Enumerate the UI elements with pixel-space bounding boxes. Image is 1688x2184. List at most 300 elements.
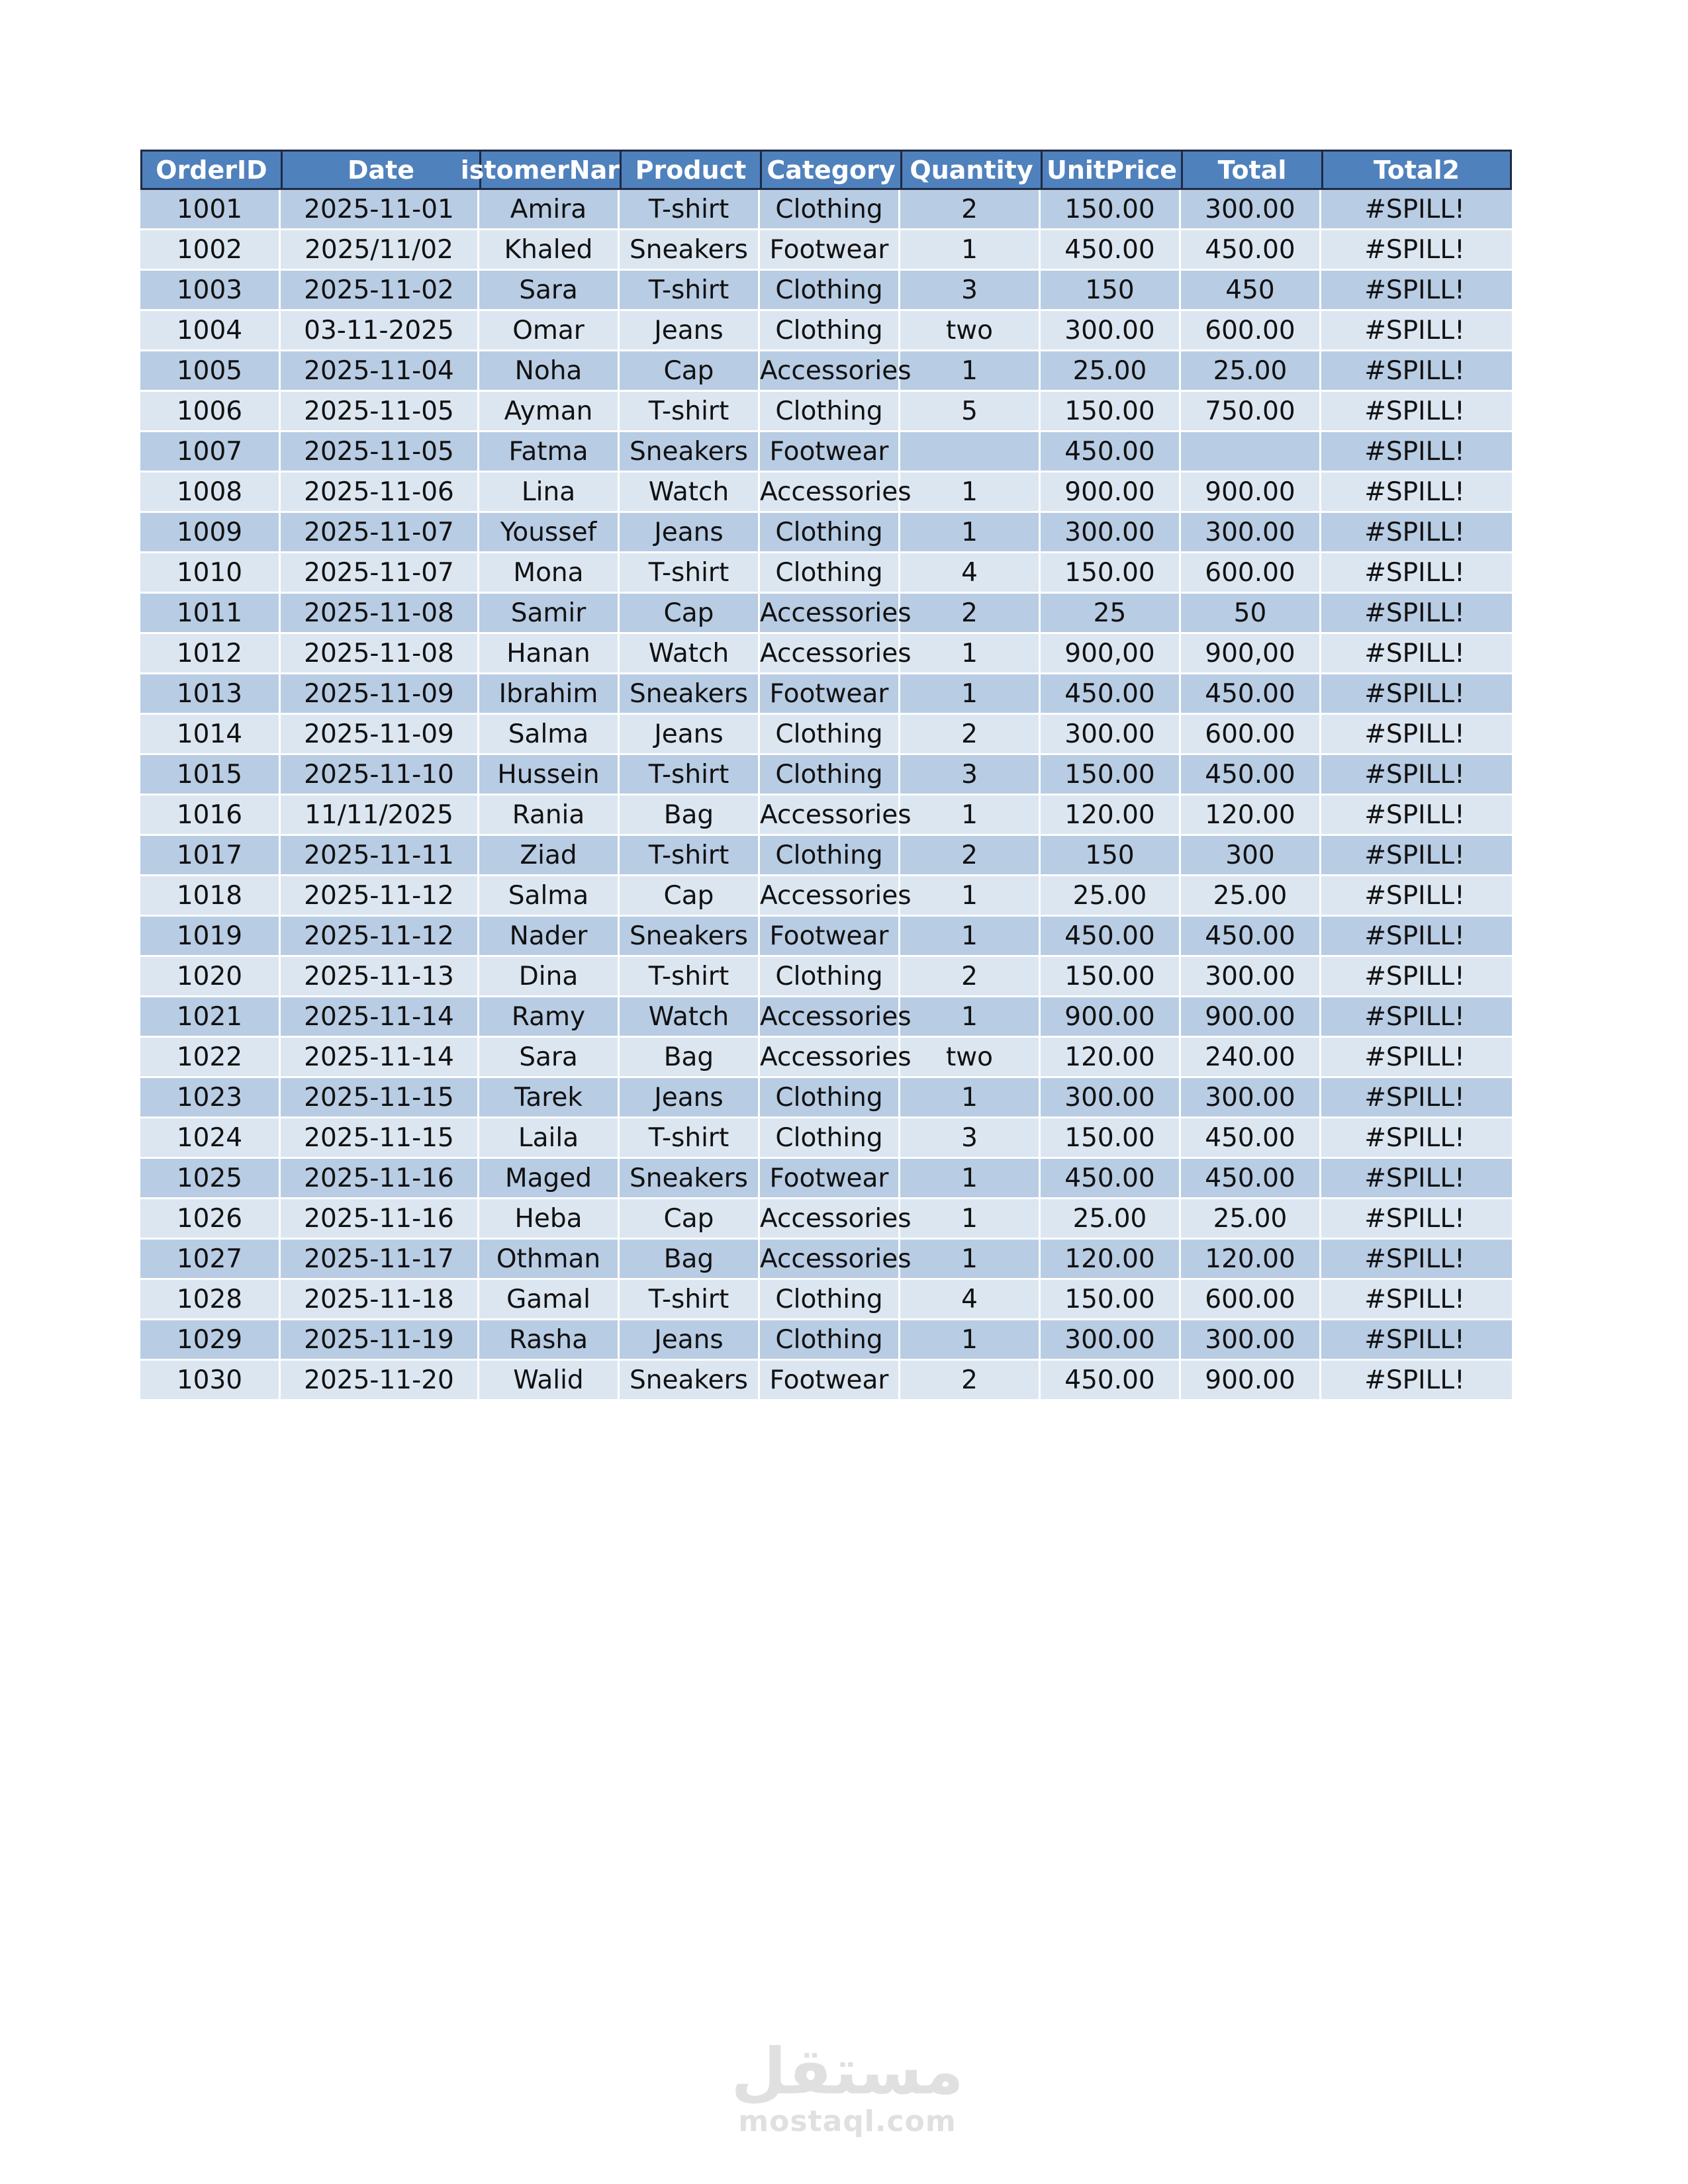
- table-cell-product[interactable]: T-shirt: [620, 755, 760, 794]
- table-cell-category[interactable]: Accessories: [760, 594, 900, 632]
- table-cell-unitprice[interactable]: 450.00: [1041, 230, 1181, 269]
- table-cell-product[interactable]: Watch: [620, 473, 760, 511]
- table-cell-date[interactable]: 2025-11-17: [281, 1240, 479, 1278]
- table-cell-unitprice[interactable]: 900.00: [1041, 997, 1181, 1036]
- table-cell-orderid[interactable]: 1002: [140, 230, 281, 269]
- table-cell-total2[interactable]: #SPILL!: [1364, 759, 1465, 790]
- table-cell-category[interactable]: Clothing: [760, 513, 900, 551]
- table-cell-orderid[interactable]: 1021: [140, 997, 281, 1036]
- table-cell-date[interactable]: 2025-11-20: [281, 1361, 479, 1399]
- table-cell-customername[interactable]: Khaled: [479, 230, 620, 269]
- table-row: [140, 1118, 1512, 1159]
- table-cell-product[interactable]: Jeans: [620, 513, 760, 551]
- table-cell-orderid[interactable]: 1018: [140, 876, 281, 915]
- table-cell-customername[interactable]: Gamal: [479, 1280, 620, 1318]
- table-cell-product[interactable]: T-shirt: [620, 836, 760, 874]
- table-row: [140, 796, 1512, 836]
- table-cell-total[interactable]: 25.00: [1181, 876, 1321, 915]
- table-cell-orderid[interactable]: 1030: [140, 1361, 281, 1399]
- column-header-total[interactable]: Total: [1183, 152, 1323, 188]
- table-cell-orderid[interactable]: 1001: [140, 190, 281, 228]
- table-cell-total[interactable]: 600.00: [1181, 715, 1321, 753]
- table-row: [140, 1320, 1512, 1361]
- table-cell-date[interactable]: 2025-11-15: [281, 1118, 479, 1157]
- table-cell-quantity[interactable]: 2: [900, 594, 1041, 632]
- table-cell-total[interactable]: 120.00: [1181, 796, 1321, 834]
- table-cell-date[interactable]: 2025-11-16: [281, 1159, 479, 1197]
- table-cell-date[interactable]: 2025-11-05: [281, 392, 479, 430]
- table-cell-quantity[interactable]: 1: [900, 351, 1041, 390]
- table-cell-quantity[interactable]: 1: [900, 876, 1041, 915]
- table-cell-total[interactable]: 300.00: [1181, 513, 1321, 551]
- table-cell-total2[interactable]: #SPILL!: [1364, 396, 1465, 426]
- table-cell-total2[interactable]: #SPILL!: [1364, 1324, 1465, 1355]
- table-cell-total2[interactable]: #SPILL!: [1364, 1244, 1465, 1274]
- column-header-category[interactable]: Category: [762, 152, 902, 188]
- table-cell-quantity[interactable]: 1: [900, 674, 1041, 713]
- table-cell-quantity[interactable]: 1: [900, 513, 1041, 551]
- table-cell-product[interactable]: Sneakers: [620, 1159, 760, 1197]
- table-cell-customername[interactable]: Salma: [479, 715, 620, 753]
- column-header-orderid[interactable]: OrderID: [142, 152, 283, 188]
- table-cell-date[interactable]: 2025-11-13: [281, 957, 479, 995]
- table-cell-quantity[interactable]: 1: [900, 230, 1041, 269]
- table-cell-date[interactable]: 2025-11-05: [281, 432, 479, 471]
- table-row: [140, 311, 1512, 351]
- table-cell-customername[interactable]: Ayman: [479, 392, 620, 430]
- table-cell-total[interactable]: 900,00: [1181, 634, 1321, 672]
- table-row: [140, 1078, 1512, 1118]
- table-cell-category[interactable]: Accessories: [760, 1199, 900, 1238]
- table-cell-total[interactable]: 900.00: [1181, 997, 1321, 1036]
- table-cell-quantity[interactable]: 3: [900, 271, 1041, 309]
- table-cell-total2[interactable]: #SPILL!: [1364, 1163, 1465, 1193]
- table-cell-quantity[interactable]: 2: [900, 836, 1041, 874]
- table-cell-category[interactable]: Accessories: [760, 1240, 900, 1278]
- table-row: [140, 876, 1512, 917]
- table-cell-quantity[interactable]: 1: [900, 1320, 1041, 1359]
- table-cell-orderid[interactable]: 1006: [140, 392, 281, 430]
- table-cell-total[interactable]: 450.00: [1181, 1118, 1321, 1157]
- table-cell-customername[interactable]: Heba: [479, 1199, 620, 1238]
- table-cell-customername[interactable]: Omar: [479, 311, 620, 349]
- table-cell-total2[interactable]: #SPILL!: [1364, 1001, 1465, 1032]
- table-cell-total[interactable]: 450.00: [1181, 917, 1321, 955]
- table-cell-unitprice[interactable]: 300.00: [1041, 1320, 1181, 1359]
- table-cell-product[interactable]: Jeans: [620, 715, 760, 753]
- table-cell-quantity[interactable]: 2: [900, 957, 1041, 995]
- table-cell-quantity[interactable]: 1: [900, 473, 1041, 511]
- table-cell-customername[interactable]: Noha: [479, 351, 620, 390]
- table-cell-quantity[interactable]: 4: [900, 1280, 1041, 1318]
- table-cell-quantity[interactable]: 2: [900, 715, 1041, 753]
- table-cell-total[interactable]: 300.00: [1181, 1320, 1321, 1359]
- table-cell-customername[interactable]: Salma: [479, 876, 620, 915]
- table-cell-unitprice[interactable]: 120.00: [1041, 1038, 1181, 1076]
- table-cell-unitprice[interactable]: 150: [1041, 271, 1181, 309]
- table-cell-product[interactable]: Cap: [620, 876, 760, 915]
- table-cell-date[interactable]: 2025-11-01: [281, 190, 479, 228]
- table-cell-quantity[interactable]: 1: [900, 997, 1041, 1036]
- table-cell-customername[interactable]: Hanan: [479, 634, 620, 672]
- table-cell-product[interactable]: Jeans: [620, 311, 760, 349]
- table-cell-category[interactable]: Accessories: [760, 473, 900, 511]
- table-cell-orderid[interactable]: 1025: [140, 1159, 281, 1197]
- table-cell-orderid[interactable]: 1016: [140, 796, 281, 834]
- table-cell-total[interactable]: 300.00: [1181, 1078, 1321, 1116]
- mostaql-watermark: [728, 2034, 966, 2138]
- table-cell-date[interactable]: 2025-11-10: [281, 755, 479, 794]
- table-cell-orderid[interactable]: 1009: [140, 513, 281, 551]
- table-cell-unitprice[interactable]: 25.00: [1041, 1199, 1181, 1238]
- table-cell-product[interactable]: Watch: [620, 997, 760, 1036]
- table-cell-total[interactable]: [1181, 432, 1321, 471]
- table-cell-total[interactable]: 750.00: [1181, 392, 1321, 430]
- table-cell-date[interactable]: 2025-11-11: [281, 836, 479, 874]
- table-cell-total2[interactable]: #SPILL!: [1364, 719, 1465, 749]
- table-cell-total2[interactable]: #SPILL!: [1364, 477, 1465, 507]
- table-cell-customername[interactable]: Othman: [479, 1240, 620, 1278]
- table-cell-category[interactable]: Clothing: [760, 1118, 900, 1157]
- orders-table: [140, 150, 1512, 1401]
- table-cell-total[interactable]: 450.00: [1181, 1159, 1321, 1197]
- table-cell-product[interactable]: Sneakers: [620, 674, 760, 713]
- table-cell-total2[interactable]: #SPILL!: [1364, 1122, 1465, 1153]
- table-cell-product[interactable]: Watch: [620, 634, 760, 672]
- table-cell-date[interactable]: 2025-11-12: [281, 917, 479, 955]
- table-cell-orderid[interactable]: 1015: [140, 755, 281, 794]
- table-cell-unitprice[interactable]: 450.00: [1041, 674, 1181, 713]
- table-cell-total[interactable]: 600.00: [1181, 311, 1321, 349]
- table-cell-category[interactable]: Clothing: [760, 1320, 900, 1359]
- table-row: [140, 674, 1512, 715]
- table-cell-customername[interactable]: Tarek: [479, 1078, 620, 1116]
- table-cell-unitprice[interactable]: 120.00: [1041, 1240, 1181, 1278]
- table-cell-product[interactable]: Cap: [620, 594, 760, 632]
- table-cell-unitprice[interactable]: 450.00: [1041, 917, 1181, 955]
- table-row: [140, 1361, 1512, 1401]
- table-cell-total[interactable]: 120.00: [1181, 1240, 1321, 1278]
- table-cell-quantity[interactable]: 1: [900, 1078, 1041, 1116]
- table-cell-quantity[interactable]: 1: [900, 1240, 1041, 1278]
- table-cell-date[interactable]: 2025-11-04: [281, 351, 479, 390]
- table-cell-customername[interactable]: Nader: [479, 917, 620, 955]
- table-row: [140, 432, 1512, 473]
- table-cell-category[interactable]: Accessories: [760, 796, 900, 834]
- table-cell-total2[interactable]: #SPILL!: [1364, 1082, 1465, 1113]
- table-cell-date[interactable]: 2025-11-15: [281, 1078, 479, 1116]
- table-cell-unitprice[interactable]: 450.00: [1041, 432, 1181, 471]
- table-cell-customername[interactable]: Mona: [479, 553, 620, 592]
- table-cell-unitprice[interactable]: 450.00: [1041, 1361, 1181, 1399]
- table-cell-product[interactable]: Jeans: [620, 1320, 760, 1359]
- table-cell-customername[interactable]: Rasha: [479, 1320, 620, 1359]
- table-cell-category[interactable]: Accessories: [760, 634, 900, 672]
- table-cell-category[interactable]: Accessories: [760, 876, 900, 915]
- table-cell-orderid[interactable]: 1028: [140, 1280, 281, 1318]
- table-cell-product[interactable]: Cap: [620, 351, 760, 390]
- table-cell-total2[interactable]: #SPILL!: [1364, 1365, 1465, 1395]
- table-cell-category[interactable]: Accessories: [760, 1038, 900, 1076]
- table-cell-category[interactable]: Clothing: [760, 271, 900, 309]
- table-cell-category[interactable]: Clothing: [760, 311, 900, 349]
- table-cell-category[interactable]: Footwear: [760, 1159, 900, 1197]
- table-cell-unitprice[interactable]: 25.00: [1041, 351, 1181, 390]
- table-cell-total2[interactable]: #SPILL!: [1364, 678, 1465, 709]
- table-cell-total[interactable]: 300.00: [1181, 957, 1321, 995]
- table-cell-total[interactable]: 900.00: [1181, 1361, 1321, 1399]
- table-cell-unitprice[interactable]: 25: [1041, 594, 1181, 632]
- table-cell-date[interactable]: 2025-11-07: [281, 553, 479, 592]
- table-cell-unitprice[interactable]: 120.00: [1041, 796, 1181, 834]
- table-cell-category[interactable]: Clothing: [760, 553, 900, 592]
- table-cell-product[interactable]: Bag: [620, 1038, 760, 1076]
- table-cell-category[interactable]: Footwear: [760, 230, 900, 269]
- table-cell-orderid[interactable]: 1027: [140, 1240, 281, 1278]
- table-cell-unitprice[interactable]: 900,00: [1041, 634, 1181, 672]
- table-cell-category[interactable]: Footwear: [760, 432, 900, 471]
- table-cell-orderid[interactable]: 1004: [140, 311, 281, 349]
- table-cell-quantity[interactable]: 3: [900, 1118, 1041, 1157]
- table-cell-customername[interactable]: Fatma: [479, 432, 620, 471]
- table-cell-total2[interactable]: #SPILL!: [1364, 315, 1465, 345]
- table-cell-product[interactable]: T-shirt: [620, 1280, 760, 1318]
- table-cell-product[interactable]: Sneakers: [620, 1361, 760, 1399]
- table-cell-product[interactable]: Bag: [620, 796, 760, 834]
- table-cell-orderid[interactable]: 1019: [140, 917, 281, 955]
- table-cell-quantity[interactable]: 5: [900, 392, 1041, 430]
- table-cell-total2[interactable]: #SPILL!: [1364, 799, 1465, 830]
- table-cell-date[interactable]: 2025-11-08: [281, 594, 479, 632]
- table-cell-category[interactable]: Footwear: [760, 917, 900, 955]
- table-cell-product[interactable]: T-shirt: [620, 957, 760, 995]
- table-cell-total2[interactable]: #SPILL!: [1364, 961, 1465, 991]
- table-header-row: [140, 150, 1512, 190]
- table-cell-date[interactable]: 2025-11-14: [281, 997, 479, 1036]
- table-cell-total2[interactable]: #SPILL!: [1364, 638, 1465, 668]
- table-cell-orderid[interactable]: 1017: [140, 836, 281, 874]
- table-cell-orderid[interactable]: 1010: [140, 553, 281, 592]
- table-cell-quantity[interactable]: 4: [900, 553, 1041, 592]
- table-cell-customername[interactable]: Ramy: [479, 997, 620, 1036]
- table-cell-unitprice[interactable]: 300.00: [1041, 513, 1181, 551]
- table-cell-customername[interactable]: Amira: [479, 190, 620, 228]
- table-cell-total2[interactable]: #SPILL!: [1364, 1042, 1465, 1072]
- table-cell-total[interactable]: 50: [1181, 594, 1321, 632]
- table-cell-product[interactable]: T-shirt: [620, 392, 760, 430]
- table-cell-orderid[interactable]: 1026: [140, 1199, 281, 1238]
- table-cell-date[interactable]: 11/11/2025: [281, 796, 479, 834]
- table-row: [140, 553, 1512, 594]
- table-cell-category[interactable]: Clothing: [760, 957, 900, 995]
- table-cell-orderid[interactable]: 1022: [140, 1038, 281, 1076]
- table-cell-quantity[interactable]: 1: [900, 634, 1041, 672]
- table-cell-orderid[interactable]: 1023: [140, 1078, 281, 1116]
- table-cell-total2[interactable]: #SPILL!: [1364, 275, 1465, 305]
- table-cell-quantity[interactable]: [900, 432, 1041, 471]
- table-cell-orderid[interactable]: 1014: [140, 715, 281, 753]
- table-cell-category[interactable]: Clothing: [760, 190, 900, 228]
- table-cell-unitprice[interactable]: 450.00: [1041, 1159, 1181, 1197]
- table-cell-date[interactable]: 2025-11-18: [281, 1280, 479, 1318]
- table-cell-total[interactable]: 450.00: [1181, 230, 1321, 269]
- table-cell-customername[interactable]: Maged: [479, 1159, 620, 1197]
- table-cell-total2[interactable]: #SPILL!: [1364, 234, 1465, 265]
- table-cell-category[interactable]: Clothing: [760, 715, 900, 753]
- table-cell-unitprice[interactable]: 300.00: [1041, 311, 1181, 349]
- table-body: [140, 190, 1512, 1401]
- table-cell-category[interactable]: Clothing: [760, 392, 900, 430]
- table-cell-total[interactable]: 600.00: [1181, 1280, 1321, 1318]
- table-cell-customername[interactable]: Ziad: [479, 836, 620, 874]
- table-cell-customername[interactable]: Rania: [479, 796, 620, 834]
- table-cell-quantity[interactable]: two: [900, 311, 1041, 349]
- table-cell-product[interactable]: T-shirt: [620, 190, 760, 228]
- table-row: [140, 836, 1512, 876]
- table-cell-orderid[interactable]: 1003: [140, 271, 281, 309]
- table-cell-date[interactable]: 2025-11-09: [281, 674, 479, 713]
- table-cell-date[interactable]: 2025-11-06: [281, 473, 479, 511]
- table-cell-unitprice[interactable]: 300.00: [1041, 1078, 1181, 1116]
- table-cell-orderid[interactable]: 1029: [140, 1320, 281, 1359]
- table-cell-customername[interactable]: Dina: [479, 957, 620, 995]
- table-cell-unitprice[interactable]: 150.00: [1041, 755, 1181, 794]
- table-cell-total2[interactable]: #SPILL!: [1364, 880, 1465, 911]
- table-row: [140, 513, 1512, 553]
- table-cell-total[interactable]: 25.00: [1181, 1199, 1321, 1238]
- column-header-quantity[interactable]: Quantity: [902, 152, 1043, 188]
- table-cell-date[interactable]: 2025/11/02: [281, 230, 479, 269]
- table-cell-orderid[interactable]: 1011: [140, 594, 281, 632]
- table-cell-unitprice[interactable]: 150.00: [1041, 553, 1181, 592]
- table-cell-total[interactable]: 600.00: [1181, 553, 1321, 592]
- table-cell-category[interactable]: Footwear: [760, 1361, 900, 1399]
- table-cell-category[interactable]: Accessories: [760, 351, 900, 390]
- table-cell-product[interactable]: T-shirt: [620, 553, 760, 592]
- table-cell-total[interactable]: 25.00: [1181, 351, 1321, 390]
- table-cell-product[interactable]: Cap: [620, 1199, 760, 1238]
- column-header-date[interactable]: Date: [283, 152, 481, 188]
- table-cell-customername[interactable]: Walid: [479, 1361, 620, 1399]
- table-cell-orderid[interactable]: 1012: [140, 634, 281, 672]
- table-cell-total2[interactable]: #SPILL!: [1364, 436, 1465, 467]
- table-cell-customername[interactable]: Hussein: [479, 755, 620, 794]
- table-cell-total[interactable]: 300: [1181, 836, 1321, 874]
- column-header-total2[interactable]: Total2: [1373, 155, 1460, 185]
- table-cell-total[interactable]: 240.00: [1181, 1038, 1321, 1076]
- column-header-product[interactable]: Product: [622, 152, 762, 188]
- table-cell-quantity[interactable]: 3: [900, 755, 1041, 794]
- table-cell-quantity[interactable]: 1: [900, 796, 1041, 834]
- table-cell-unitprice[interactable]: 150.00: [1041, 190, 1181, 228]
- table-cell-quantity[interactable]: 2: [900, 190, 1041, 228]
- table-cell-customername[interactable]: Youssef: [479, 513, 620, 551]
- table-cell-customername[interactable]: Lina: [479, 473, 620, 511]
- table-cell-product[interactable]: Sneakers: [620, 917, 760, 955]
- table-cell-customername[interactable]: Ibrahim: [479, 674, 620, 713]
- table-cell-product[interactable]: T-shirt: [620, 271, 760, 309]
- table-row: [140, 351, 1512, 392]
- table-cell-category[interactable]: Clothing: [760, 1280, 900, 1318]
- table-cell-unitprice[interactable]: 900.00: [1041, 473, 1181, 511]
- table-cell-customername[interactable]: Sara: [479, 1038, 620, 1076]
- table-cell-orderid[interactable]: 1024: [140, 1118, 281, 1157]
- table-cell-total2[interactable]: #SPILL!: [1364, 598, 1465, 628]
- table-cell-total2[interactable]: #SPILL!: [1364, 355, 1465, 386]
- table-cell-total[interactable]: 900.00: [1181, 473, 1321, 511]
- table-cell-customername[interactable]: Samir: [479, 594, 620, 632]
- table-cell-quantity[interactable]: 2: [900, 1361, 1041, 1399]
- table-cell-date[interactable]: 2025-11-12: [281, 876, 479, 915]
- table-cell-category[interactable]: Accessories: [760, 997, 900, 1036]
- table-cell-unitprice[interactable]: 150.00: [1041, 957, 1181, 995]
- table-cell-unitprice[interactable]: 150: [1041, 836, 1181, 874]
- table-cell-total2[interactable]: #SPILL!: [1364, 921, 1465, 951]
- table-cell-total2[interactable]: #SPILL!: [1364, 517, 1465, 547]
- table-cell-total[interactable]: 450.00: [1181, 674, 1321, 713]
- table-cell-unitprice[interactable]: 150.00: [1041, 1118, 1181, 1157]
- table-cell-date[interactable]: 2025-11-09: [281, 715, 479, 753]
- table-cell-orderid[interactable]: 1020: [140, 957, 281, 995]
- table-cell-total[interactable]: 450.00: [1181, 755, 1321, 794]
- table-cell-product[interactable]: Sneakers: [620, 432, 760, 471]
- table-cell-orderid[interactable]: 1007: [140, 432, 281, 471]
- table-cell-product[interactable]: T-shirt: [620, 1118, 760, 1157]
- table-cell-product[interactable]: Bag: [620, 1240, 760, 1278]
- table-row: [140, 634, 1512, 674]
- table-cell-date[interactable]: 2025-11-19: [281, 1320, 479, 1359]
- table-cell-quantity[interactable]: 1: [900, 1199, 1041, 1238]
- table-cell-unitprice[interactable]: 150.00: [1041, 392, 1181, 430]
- table-cell-unitprice[interactable]: 300.00: [1041, 715, 1181, 753]
- table-cell-product[interactable]: Jeans: [620, 1078, 760, 1116]
- table-cell-date[interactable]: 2025-11-02: [281, 271, 479, 309]
- table-cell-category[interactable]: Clothing: [760, 1078, 900, 1116]
- table-cell-date[interactable]: 2025-11-07: [281, 513, 479, 551]
- table-row: [140, 1240, 1512, 1280]
- table-cell-category[interactable]: Clothing: [760, 755, 900, 794]
- table-cell-total2[interactable]: #SPILL!: [1364, 1203, 1465, 1234]
- watermark-logo-text: مستقل: [731, 2034, 964, 2109]
- table-cell-quantity[interactable]: 1: [900, 917, 1041, 955]
- column-header-customername[interactable]: istomerNar: [481, 152, 622, 188]
- table-cell-total2[interactable]: #SPILL!: [1364, 840, 1465, 870]
- table-cell-date[interactable]: 2025-11-08: [281, 634, 479, 672]
- table-cell-total2[interactable]: #SPILL!: [1364, 1284, 1465, 1314]
- table-cell-category[interactable]: Clothing: [760, 836, 900, 874]
- table-cell-unitprice[interactable]: 150.00: [1041, 1280, 1181, 1318]
- table-cell-total[interactable]: 450: [1181, 271, 1321, 309]
- table-cell-date[interactable]: 03-11-2025: [281, 311, 479, 349]
- table-cell-unitprice[interactable]: 25.00: [1041, 876, 1181, 915]
- table-cell-date[interactable]: 2025-11-14: [281, 1038, 479, 1076]
- table-cell-total2[interactable]: #SPILL!: [1364, 557, 1465, 588]
- table-cell-category[interactable]: Footwear: [760, 674, 900, 713]
- table-cell-customername[interactable]: Laila: [479, 1118, 620, 1157]
- table-cell-quantity[interactable]: 1: [900, 1159, 1041, 1197]
- table-cell-orderid[interactable]: 1008: [140, 473, 281, 511]
- table-cell-product[interactable]: Sneakers: [620, 230, 760, 269]
- table-cell-customername[interactable]: Sara: [479, 271, 620, 309]
- table-row: [140, 715, 1512, 755]
- table-cell-orderid[interactable]: 1005: [140, 351, 281, 390]
- table-cell-orderid[interactable]: 1013: [140, 674, 281, 713]
- column-header-unitprice[interactable]: UnitPrice: [1043, 152, 1183, 188]
- table-cell-total2[interactable]: #SPILL!: [1364, 194, 1465, 224]
- table-cell-quantity[interactable]: two: [900, 1038, 1041, 1076]
- table-cell-date[interactable]: 2025-11-16: [281, 1199, 479, 1238]
- table-cell-total[interactable]: 300.00: [1181, 190, 1321, 228]
